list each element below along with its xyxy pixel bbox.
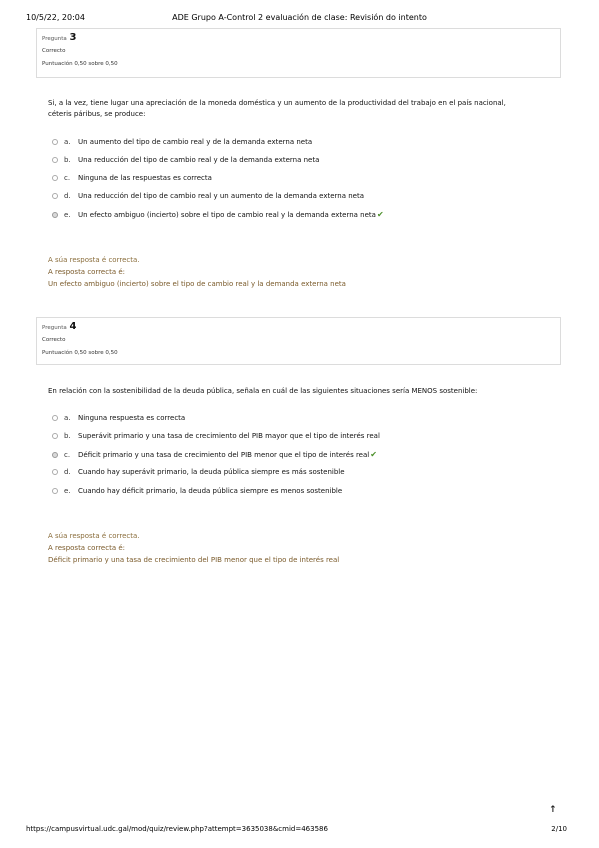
answer-option[interactable] xyxy=(52,138,312,146)
answer-letter: b. xyxy=(64,156,71,164)
answer-text: Un aumento del tipo de cambio real y de la demanda externa neta xyxy=(78,138,313,146)
question-info-box xyxy=(36,317,561,365)
answer-text: Cuando hay déficit primario, la deuda pública siempre es menos sostenible xyxy=(78,487,343,495)
question-state: Correcto xyxy=(42,337,66,343)
radio-button[interactable] xyxy=(52,415,58,421)
answer-text: Superávit primario y una tasa de crecimiento del PIB mayor que el tipo de interés real xyxy=(78,432,380,440)
correct-answer-text: Déficit primario y una tasa de crecimiento del PIB menor que el tipo de interés real xyxy=(48,556,340,564)
question-text: En relación con la sostenibilidad de la deuda pública, señala en cuál de las siguientes situaciones sería MENOS sostenible: xyxy=(48,387,478,395)
answer-letter: a. xyxy=(64,414,71,422)
answer-option[interactable] xyxy=(52,192,364,200)
answer-text: Ninguna de las respuestas es correcta xyxy=(78,174,212,182)
radio-button[interactable] xyxy=(52,488,58,494)
answer-text: Una reducción del tipo de cambio real y un aumento de la demanda externa neta xyxy=(78,192,365,200)
answer-option[interactable] xyxy=(52,468,345,476)
radio-button[interactable] xyxy=(52,139,58,145)
feedback-text: A súa resposta é correcta. xyxy=(48,256,140,264)
answer-option-selected[interactable] xyxy=(52,210,384,219)
answer-option[interactable] xyxy=(52,432,380,440)
answer-letter: c. xyxy=(64,174,71,182)
radio-button[interactable] xyxy=(52,433,58,439)
correct-answer-label: A resposta correcta é: xyxy=(48,544,126,552)
feedback-text: A súa resposta é correcta. xyxy=(48,532,140,540)
answer-option-selected[interactable] xyxy=(52,450,377,459)
question-info-box xyxy=(36,28,561,78)
page-number: 2/10 xyxy=(551,825,567,833)
answer-letter: e. xyxy=(64,210,71,219)
answer-option[interactable] xyxy=(52,487,342,495)
answer-letter: a. xyxy=(64,138,71,146)
question-text: Si, a la vez, tiene lugar una apreciación de la moneda doméstica y un aumento de la productividad del trabajo en el país nacional, céteris páribus, se produce: xyxy=(48,99,506,118)
feedback-block xyxy=(48,254,346,290)
answer-text: Una reducción del tipo de cambio real y de la demanda externa neta xyxy=(78,156,320,164)
answer-option[interactable] xyxy=(52,414,185,422)
radio-button-selected[interactable] xyxy=(52,212,58,218)
radio-button-selected[interactable] xyxy=(52,452,58,458)
radio-button[interactable] xyxy=(52,193,58,199)
correct-answer-label: A resposta correcta é: xyxy=(48,268,126,276)
question-grade: Puntuación 0,50 sobre 0,50 xyxy=(42,350,118,356)
answer-letter: d. xyxy=(64,192,71,200)
arrow-up-icon[interactable]: ↑ xyxy=(549,805,557,815)
question-number: Pregunta 4 xyxy=(42,321,77,332)
print-url: https://campusvirtual.udc.gal/mod/quiz/review.php?attempt=3635038&cmid=463586 xyxy=(26,825,328,833)
radio-button[interactable] xyxy=(52,157,58,163)
answer-text: Déficit primario y una tasa de crecimiento del PIB menor que el tipo de interés real xyxy=(78,450,370,459)
question-grade: Puntuación 0,50 sobre 0,50 xyxy=(42,61,118,67)
correct-answer-text: Un efecto ambiguo (incierto) sobre el tipo de cambio real y la demanda externa neta xyxy=(48,280,346,288)
answer-text: Cuando hay superávit primario, la deuda pública siempre es más sostenible xyxy=(78,468,345,476)
answer-letter: c. xyxy=(64,450,71,459)
answer-letter: d. xyxy=(64,468,71,476)
answer-option[interactable] xyxy=(52,156,319,164)
check-icon: ✔ xyxy=(376,210,384,219)
feedback-block xyxy=(48,530,339,566)
answer-letter: b. xyxy=(64,432,71,440)
print-title: ADE Grupo A-Control 2 evaluación de clase: Revisión do intento xyxy=(172,13,427,22)
answer-text: Ninguna respuesta es correcta xyxy=(78,414,186,422)
answer-option[interactable] xyxy=(52,174,212,182)
radio-button[interactable] xyxy=(52,175,58,181)
answer-text: Un efecto ambiguo (incierto) sobre el tipo de cambio real y la demanda externa neta xyxy=(78,210,376,219)
check-icon: ✔ xyxy=(370,450,377,459)
radio-button[interactable] xyxy=(52,469,58,475)
question-number: Pregunta 3 xyxy=(42,32,77,43)
question-state: Correcto xyxy=(42,48,66,54)
answer-letter: e. xyxy=(64,487,71,495)
print-datetime: 10/5/22, 20:04 xyxy=(26,13,85,22)
